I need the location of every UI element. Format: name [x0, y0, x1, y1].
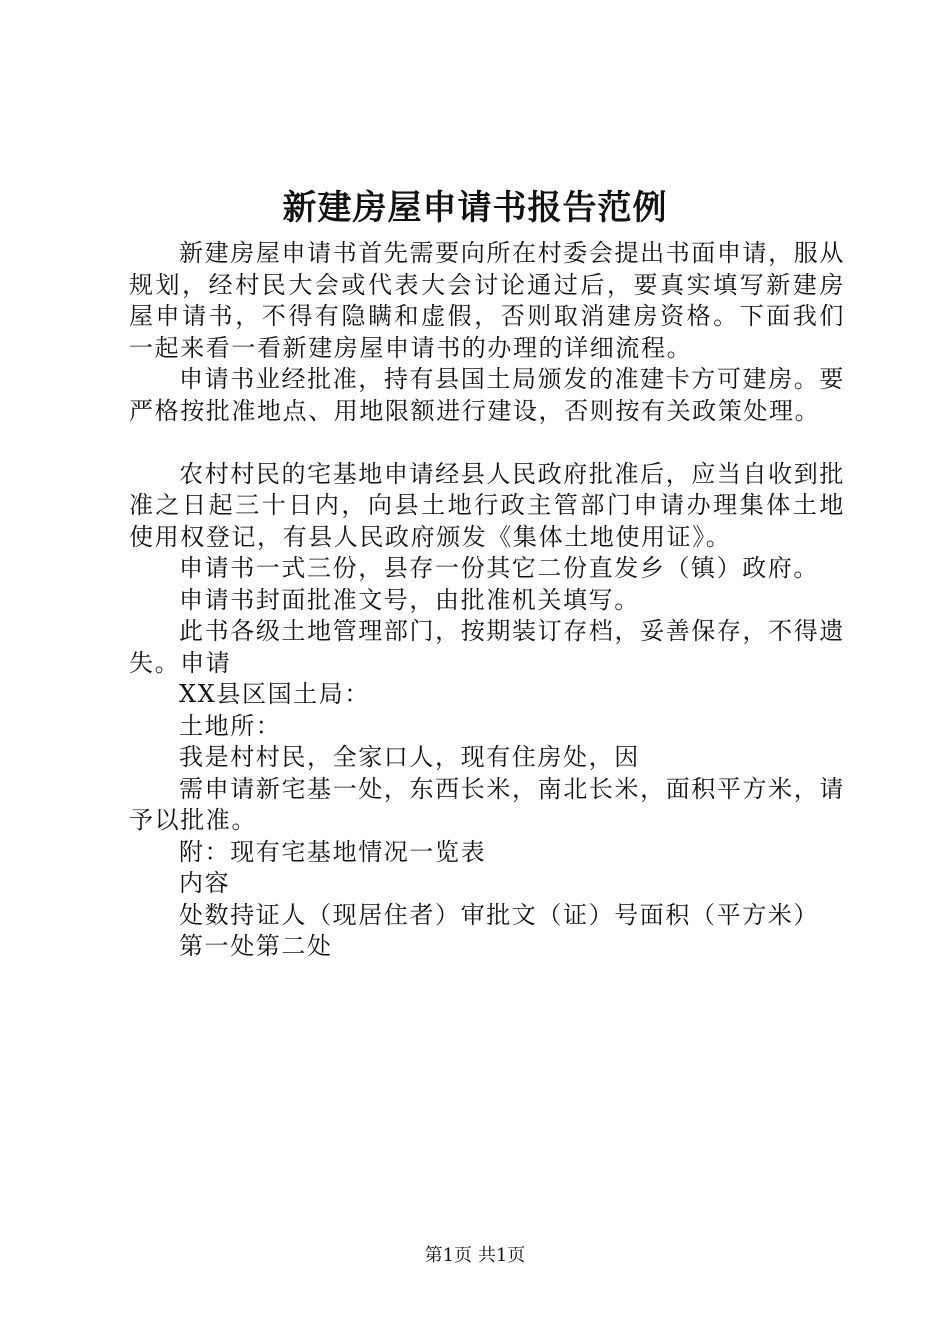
paragraph-archive: 此书各级土地管理部门，按期装订存档，妥善保存，不得遗失。申请 — [129, 617, 845, 677]
application-request: 需申请新宅基一处，东西长米，南北长米，面积平方米，请予以批准。 — [129, 774, 845, 834]
document-body — [129, 238, 845, 963]
attachment-title: 附：现有宅基地情况一览表 — [179, 837, 487, 866]
addressee-land-office: 土地所： — [179, 711, 282, 740]
document-title: 新建房屋申请书报告范例 — [282, 188, 668, 228]
blank-line — [129, 427, 845, 459]
table-header-row: 处数持证人（现居住者）审批文（证）号面积（平方米） — [179, 900, 819, 929]
table-label-content: 内容 — [179, 869, 231, 897]
table-row-items: 第一处第二处 — [179, 932, 333, 960]
page-number-footer: 第1页 共1页 — [424, 1245, 526, 1266]
paragraph-cover-number: 申请书封面批准文号，由批准机关填写。 — [179, 585, 640, 614]
paragraph-approval: 申请书业经批准，持有县国土局颁发的准建卡方可建房。要严格按批准地点、用地限额进行建设，否则按有关政策处理。 — [129, 365, 845, 425]
paragraph-intro: 新建房屋申请书首先需要向所在村委会提出书面申请，服从规划，经村民大会或代表大会讨论通过后，要真实填写新建房屋申请书，不得有隐瞒和虚假，否则取消建房资格。下面我们一起来看一看新建房屋申请书的办理的详细流程。 — [129, 239, 845, 362]
paragraph-registration: 农村村民的宅基地申请经县人民政府批准后，应当自收到批准之日起三十日内，向县土地行政主管部门申请办理集体土地使用权登记，有县人民政府颁发《集体土地使用证》。 — [129, 459, 845, 551]
paragraph-copies: 申请书一式三份，县存一份其它二份直发乡（镇）政府。 — [179, 554, 819, 582]
applicant-statement: 我是村村民，全家口人，现有住房处，因 — [179, 743, 640, 771]
addressee-bureau: XX县区国土局： — [179, 680, 370, 708]
